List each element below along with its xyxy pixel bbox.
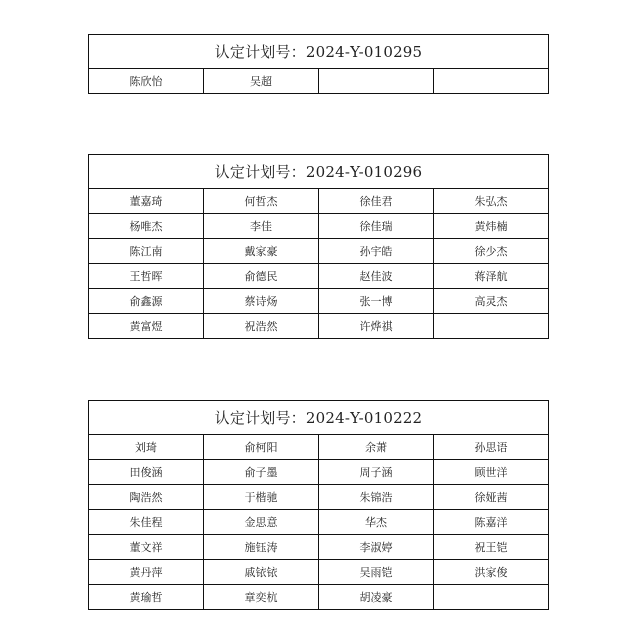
name-cell: 赵佳波 xyxy=(319,264,434,289)
table-row xyxy=(89,239,549,264)
table-row xyxy=(89,289,549,314)
name-cell xyxy=(434,69,549,94)
name-cell: 俞德民 xyxy=(204,264,319,289)
name-cell: 陈欣怡 xyxy=(89,69,204,94)
name-cell: 王哲晖 xyxy=(89,264,204,289)
name-cell: 黄富煜 xyxy=(89,314,204,339)
name-cell: 金思意 xyxy=(204,510,319,535)
name-cell: 吴超 xyxy=(204,69,319,94)
name-cell: 董文祥 xyxy=(89,535,204,560)
table-row xyxy=(89,535,549,560)
name-cell: 何哲杰 xyxy=(204,189,319,214)
name-cell: 徐佳君 xyxy=(319,189,434,214)
name-cell: 吴雨铠 xyxy=(319,560,434,585)
table-row xyxy=(89,214,549,239)
name-cell: 顾世洋 xyxy=(434,460,549,485)
name-cell: 余萧 xyxy=(319,435,434,460)
plan-number-title: 认定计划号：2024-Y-010222 xyxy=(89,401,549,435)
name-cell xyxy=(434,585,549,610)
name-cell: 祝浩然 xyxy=(204,314,319,339)
name-cell: 李淑婷 xyxy=(319,535,434,560)
name-cell: 于楷驰 xyxy=(204,485,319,510)
name-cell: 孙宇皓 xyxy=(319,239,434,264)
name-cell: 朱佳程 xyxy=(89,510,204,535)
name-cell: 戴家豪 xyxy=(204,239,319,264)
table-row xyxy=(89,460,549,485)
plan-table-010295 xyxy=(88,34,549,94)
name-cell: 祝王铠 xyxy=(434,535,549,560)
name-cell: 章奕杭 xyxy=(204,585,319,610)
name-cell: 蒋泽航 xyxy=(434,264,549,289)
plan-number-title: 认定计划号：2024-Y-010296 xyxy=(89,155,549,189)
name-cell: 朱锦浩 xyxy=(319,485,434,510)
name-cell: 胡凌豪 xyxy=(319,585,434,610)
table-row xyxy=(89,510,549,535)
name-cell: 董嘉琦 xyxy=(89,189,204,214)
plan-number-title: 认定计划号：2024-Y-010295 xyxy=(89,35,549,69)
table-row xyxy=(89,585,549,610)
name-cell: 李佳 xyxy=(204,214,319,239)
table-row xyxy=(89,560,549,585)
name-cell: 俞鑫源 xyxy=(89,289,204,314)
name-cell: 陈江南 xyxy=(89,239,204,264)
name-cell: 俞子墨 xyxy=(204,460,319,485)
name-cell: 许烨祺 xyxy=(319,314,434,339)
table-row xyxy=(89,189,549,214)
table-row xyxy=(89,69,549,94)
name-cell: 洪家俊 xyxy=(434,560,549,585)
plan-table-title-row xyxy=(89,401,549,435)
name-cell: 徐佳瑞 xyxy=(319,214,434,239)
table-row xyxy=(89,314,549,339)
name-cell: 刘琦 xyxy=(89,435,204,460)
name-cell xyxy=(319,69,434,94)
name-cell: 施钰涛 xyxy=(204,535,319,560)
name-cell: 周子涵 xyxy=(319,460,434,485)
plan-table-title-row xyxy=(89,155,549,189)
name-cell: 徐娅茜 xyxy=(434,485,549,510)
name-cell: 田俊涵 xyxy=(89,460,204,485)
name-cell: 黄丹萍 xyxy=(89,560,204,585)
name-cell: 朱弘杰 xyxy=(434,189,549,214)
name-cell: 高灵杰 xyxy=(434,289,549,314)
table-row xyxy=(89,264,549,289)
plan-table-010296 xyxy=(88,154,549,339)
name-cell: 杨唯杰 xyxy=(89,214,204,239)
plan-table-title-row xyxy=(89,35,549,69)
name-cell: 张一博 xyxy=(319,289,434,314)
name-cell: 黄炜楠 xyxy=(434,214,549,239)
name-cell: 徐少杰 xyxy=(434,239,549,264)
table-row xyxy=(89,435,549,460)
name-cell: 戚铱铱 xyxy=(204,560,319,585)
plan-table-010222 xyxy=(88,400,549,610)
table-row xyxy=(89,485,549,510)
name-cell: 蔡诗炀 xyxy=(204,289,319,314)
name-cell xyxy=(434,314,549,339)
name-cell: 孙思语 xyxy=(434,435,549,460)
name-cell: 陶浩然 xyxy=(89,485,204,510)
name-cell: 陈嘉洋 xyxy=(434,510,549,535)
name-cell: 黄瑜哲 xyxy=(89,585,204,610)
name-cell: 俞柯阳 xyxy=(204,435,319,460)
name-cell: 华杰 xyxy=(319,510,434,535)
